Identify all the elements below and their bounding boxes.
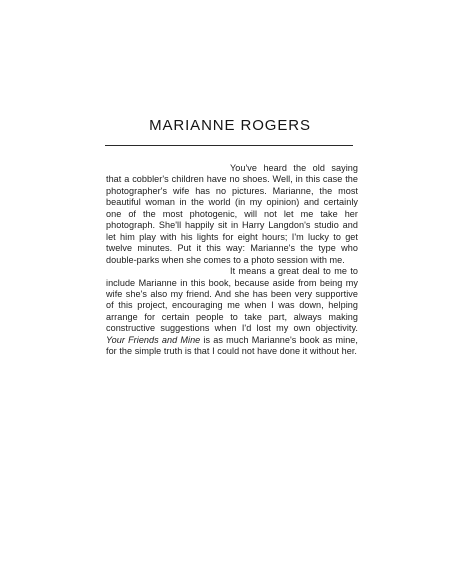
paragraph-2 bbox=[106, 266, 358, 358]
paragraph-2-text-end: is as much Marianne's book as mine, for the simple truth is that I could not have done it without her. bbox=[106, 334, 358, 357]
paragraph-1 bbox=[106, 163, 358, 266]
paragraph-1-text: You've heard the old saying that a cobbler's children have no shoes. Well, in this case the photographer's wife has no pictures. Marianne, the most beautiful woman in the world (in my opinion) and certainly one of the most photogenic, will not let me take her photograph. She'll happily sit in Harry Langdon's studio and let him play with his lights for eight hours; I'm lucky to get twelve minutes. Put it this way: Marianne's the type who double-parks when she comes to a photo session with me. bbox=[106, 163, 358, 265]
book-title-italic: Your Friends and Mine bbox=[106, 334, 201, 345]
page-title: MARIANNE ROGERS bbox=[149, 117, 311, 134]
title-divider bbox=[105, 145, 353, 146]
paragraph-2-text-start: It means a great deal to me to include Marianne in this book, because aside from being my wife she's also my friend. And she has been very supportive of this project, encouraging me when I was down, helping arrange for certain people to take part, always making constructive suggestions when I'd lost my own objectivity. bbox=[106, 266, 358, 334]
body-text bbox=[106, 163, 358, 358]
